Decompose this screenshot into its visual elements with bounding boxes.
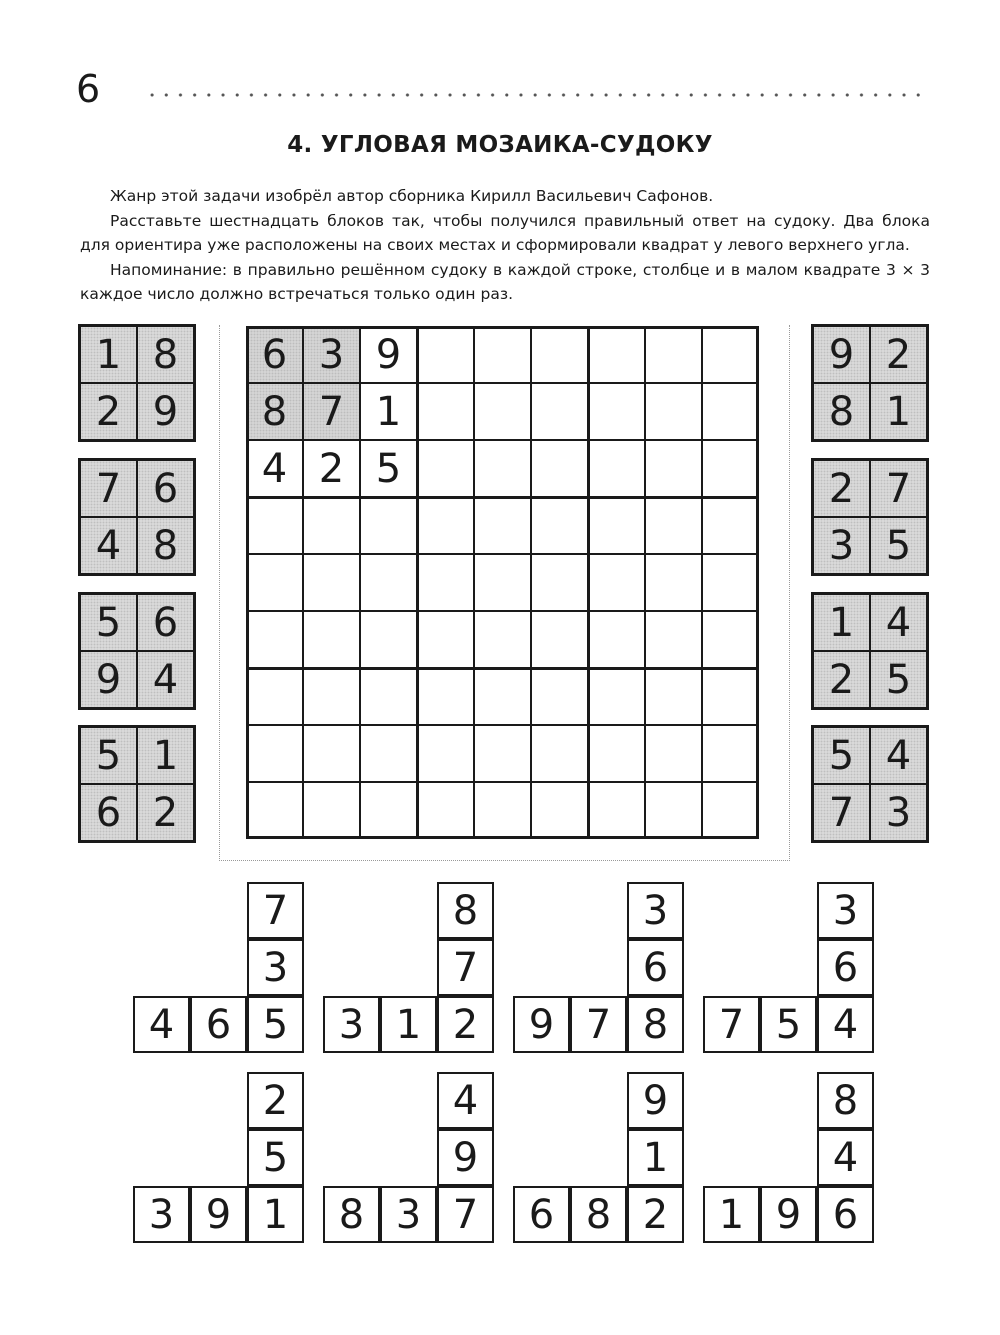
corner-block-2[interactable] <box>323 882 495 1054</box>
corner-cell: 3 <box>627 882 684 939</box>
block-cell: 6 <box>137 460 194 517</box>
corner-cell: 6 <box>817 939 874 996</box>
block-cell: 6 <box>80 784 137 841</box>
corner-cell: 3 <box>133 1186 190 1243</box>
corner-cell: 3 <box>817 882 874 939</box>
grid-cell-r8-c5[interactable] <box>474 725 531 782</box>
corner-cell: 7 <box>570 996 627 1053</box>
grid-cell-r6-c4[interactable] <box>417 611 474 668</box>
grid-cell-r9-c8[interactable] <box>645 782 702 839</box>
grid-cell-r4-c3[interactable] <box>360 497 417 554</box>
grid-cell-r6-c7[interactable] <box>588 611 645 668</box>
grid-cell-r5-c4[interactable] <box>417 554 474 611</box>
corner-block-3[interactable] <box>513 882 685 1054</box>
grid-cell-r9-c7[interactable] <box>588 782 645 839</box>
grid-cell-r7-c6[interactable] <box>531 668 588 725</box>
grid-cell-r6-c6[interactable] <box>531 611 588 668</box>
grid-cell-r7-c9[interactable] <box>702 668 759 725</box>
block-cell: 7 <box>80 460 137 517</box>
grid-cell-r9-c6[interactable] <box>531 782 588 839</box>
block-cell: 9 <box>80 651 137 708</box>
grid-cell-r3-c6[interactable] <box>531 440 588 497</box>
corner-cell: 7 <box>437 939 494 996</box>
grid-cell-r6-c5[interactable] <box>474 611 531 668</box>
corner-cell: 6 <box>817 1186 874 1243</box>
grid-cell-r9-c9[interactable] <box>702 782 759 839</box>
corner-cell: 4 <box>437 1072 494 1129</box>
corner-cell: 2 <box>627 1186 684 1243</box>
right-block-4[interactable] <box>813 727 927 841</box>
grid-cell-r4-c8[interactable] <box>645 497 702 554</box>
grid-cell-r3-c8[interactable] <box>645 440 702 497</box>
corner-cell: 7 <box>703 996 760 1053</box>
block-cell: 2 <box>870 326 927 383</box>
block-cell: 8 <box>137 517 194 574</box>
corner-cell: 8 <box>817 1072 874 1129</box>
block-cell: 5 <box>80 727 137 784</box>
corner-cell: 4 <box>133 996 190 1053</box>
block-cell: 6 <box>137 594 194 651</box>
corner-cell: 1 <box>703 1186 760 1243</box>
grid-cell-r5-c6[interactable] <box>531 554 588 611</box>
grid-cell-r4-c7[interactable] <box>588 497 645 554</box>
corner-cell: 4 <box>817 996 874 1053</box>
grid-cell-r8-c1[interactable] <box>246 725 303 782</box>
block-cell: 1 <box>137 727 194 784</box>
right-block-1[interactable] <box>813 326 927 440</box>
grid-cell-r9-c1[interactable] <box>246 782 303 839</box>
grid-cell-r7-c8[interactable] <box>645 668 702 725</box>
grid-cell-r2-c1[interactable]: 8 <box>246 383 303 440</box>
grid-cell-r2-c9[interactable] <box>702 383 759 440</box>
grid-cell-r5-c5[interactable] <box>474 554 531 611</box>
corner-block-8[interactable] <box>703 1072 875 1244</box>
corner-block-5[interactable] <box>133 1072 305 1244</box>
grid-cell-r1-c1[interactable]: 6 <box>246 326 303 383</box>
corner-cell: 9 <box>190 1186 247 1243</box>
grid-cell-r5-c1[interactable] <box>246 554 303 611</box>
block-cell: 4 <box>137 651 194 708</box>
corner-block-1[interactable] <box>133 882 305 1054</box>
right-block-3[interactable] <box>813 594 927 708</box>
corner-cell: 2 <box>247 1072 304 1129</box>
left-block-3[interactable] <box>80 594 194 708</box>
block-cell: 4 <box>870 727 927 784</box>
grid-cell-r8-c6[interactable] <box>531 725 588 782</box>
right-block-2[interactable] <box>813 460 927 574</box>
grid-cell-r4-c2[interactable] <box>303 497 360 554</box>
grid-cell-r2-c8[interactable] <box>645 383 702 440</box>
grid-cell-r8-c7[interactable] <box>588 725 645 782</box>
block-cell: 5 <box>870 651 927 708</box>
block-cell: 1 <box>870 383 927 440</box>
block-cell: 9 <box>813 326 870 383</box>
corner-cell: 8 <box>627 996 684 1053</box>
grid-cell-r7-c2[interactable] <box>303 668 360 725</box>
grid-cell-r6-c1[interactable] <box>246 611 303 668</box>
left-block-4[interactable] <box>80 727 194 841</box>
corner-cell: 4 <box>817 1129 874 1186</box>
corner-cell: 8 <box>323 1186 380 1243</box>
grid-cell-r6-c9[interactable] <box>702 611 759 668</box>
page-number: 6 <box>76 67 101 111</box>
grid-cell-r1-c7[interactable] <box>588 326 645 383</box>
instructions <box>80 184 930 307</box>
corner-cell: 5 <box>247 1129 304 1186</box>
corner-cell: 9 <box>437 1129 494 1186</box>
grid-cell-r1-c8[interactable] <box>645 326 702 383</box>
block-cell: 1 <box>813 594 870 651</box>
corner-cell: 6 <box>190 996 247 1053</box>
corner-cell: 9 <box>627 1072 684 1129</box>
sudoku-grid <box>246 326 759 839</box>
grid-cell-r7-c5[interactable] <box>474 668 531 725</box>
grid-cell-r3-c9[interactable] <box>702 440 759 497</box>
intro-paragraph-3: Напоминание: в правильно решённом судоку в каждой строке, столбце и в малом квадрате 3 × 3 каждое число должно встречаться только один раз. <box>80 260 930 303</box>
block-cell: 1 <box>80 326 137 383</box>
grid-cell-r9-c2[interactable] <box>303 782 360 839</box>
grid-cell-r5-c2[interactable] <box>303 554 360 611</box>
grid-cell-r3-c7[interactable] <box>588 440 645 497</box>
grid-cell-r1-c6[interactable] <box>531 326 588 383</box>
grid-cell-r8-c9[interactable] <box>702 725 759 782</box>
grid-cell-r2-c5[interactable] <box>474 383 531 440</box>
box-divider-v1 <box>416 326 419 839</box>
grid-cell-r5-c3[interactable] <box>360 554 417 611</box>
grid-cell-r4-c1[interactable] <box>246 497 303 554</box>
corner-cell: 9 <box>760 1186 817 1243</box>
corner-cell: 9 <box>513 996 570 1053</box>
left-block-2[interactable] <box>80 460 194 574</box>
grid-cell-r8-c8[interactable] <box>645 725 702 782</box>
box-divider-h1 <box>246 496 759 499</box>
grid-cell-r3-c1[interactable]: 4 <box>246 440 303 497</box>
grid-cell-r1-c4[interactable] <box>417 326 474 383</box>
block-cell: 7 <box>870 460 927 517</box>
corner-cell: 1 <box>380 996 437 1053</box>
grid-cell-r5-c9[interactable] <box>702 554 759 611</box>
grid-cell-r6-c3[interactable] <box>360 611 417 668</box>
grid-cell-r9-c3[interactable] <box>360 782 417 839</box>
grid-cell-r1-c5[interactable] <box>474 326 531 383</box>
grid-cell-r7-c3[interactable] <box>360 668 417 725</box>
corner-cell: 5 <box>760 996 817 1053</box>
corner-cell: 5 <box>247 996 304 1053</box>
corner-cell: 6 <box>513 1186 570 1243</box>
grid-cell-r9-c4[interactable] <box>417 782 474 839</box>
page-title: 4. УГЛОВАЯ МОЗАИКА-СУДОКУ <box>287 132 713 158</box>
grid-cell-r1-c2[interactable]: 3 <box>303 326 360 383</box>
block-cell: 4 <box>870 594 927 651</box>
dotted-header-rule <box>145 90 930 100</box>
corner-cell: 7 <box>247 882 304 939</box>
grid-cell-r2-c3[interactable]: 1 <box>360 383 417 440</box>
grid-cell-r2-c4[interactable] <box>417 383 474 440</box>
grid-cell-r5-c7[interactable] <box>588 554 645 611</box>
block-cell: 3 <box>870 784 927 841</box>
grid-cell-r4-c6[interactable] <box>531 497 588 554</box>
corner-block-7[interactable] <box>513 1072 685 1244</box>
corner-block-4[interactable] <box>703 882 875 1054</box>
block-cell: 8 <box>813 383 870 440</box>
grid-cell-r4-c5[interactable] <box>474 497 531 554</box>
grid-cell-r6-c8[interactable] <box>645 611 702 668</box>
grid-cell-r2-c2[interactable]: 7 <box>303 383 360 440</box>
corner-cell: 1 <box>627 1129 684 1186</box>
grid-cell-r6-c2[interactable] <box>303 611 360 668</box>
block-cell: 8 <box>137 326 194 383</box>
grid-cell-r8-c2[interactable] <box>303 725 360 782</box>
block-cell: 5 <box>80 594 137 651</box>
grid-cell-r3-c3[interactable]: 5 <box>360 440 417 497</box>
block-cell: 3 <box>813 517 870 574</box>
corner-cell: 1 <box>247 1186 304 1243</box>
corner-cell: 7 <box>437 1186 494 1243</box>
block-cell: 9 <box>137 383 194 440</box>
grid-cell-r2-c6[interactable] <box>531 383 588 440</box>
block-cell: 2 <box>137 784 194 841</box>
corner-cell: 8 <box>570 1186 627 1243</box>
block-cell: 4 <box>80 517 137 574</box>
corner-block-6[interactable] <box>323 1072 495 1244</box>
corner-cell: 8 <box>437 882 494 939</box>
grid-cell-r8-c3[interactable] <box>360 725 417 782</box>
block-cell: 5 <box>870 517 927 574</box>
box-divider-h2 <box>246 667 759 670</box>
grid-cell-r7-c7[interactable] <box>588 668 645 725</box>
grid-cell-r3-c5[interactable] <box>474 440 531 497</box>
grid-cell-r1-c3[interactable]: 9 <box>360 326 417 383</box>
corner-cell: 3 <box>380 1186 437 1243</box>
corner-cell: 3 <box>323 996 380 1053</box>
grid-cell-r3-c2[interactable]: 2 <box>303 440 360 497</box>
intro-paragraph-2: Расставьте шестнадцать блоков так, чтобы получился правильный ответ на судоку. Два блока для ориентира уже расположены на своих местах и сформировали квадрат у левого верхнего угла. <box>80 211 930 254</box>
corner-cell: 3 <box>247 939 304 996</box>
corner-cell: 6 <box>627 939 684 996</box>
intro-paragraph-1: Жанр этой задачи изобрёл автор сборника Кирилл Васильевич Сафонов. <box>110 187 714 205</box>
box-divider-v2 <box>587 326 590 839</box>
block-cell: 2 <box>813 460 870 517</box>
grid-cell-r5-c8[interactable] <box>645 554 702 611</box>
grid-cell-r9-c5[interactable] <box>474 782 531 839</box>
block-cell: 7 <box>813 784 870 841</box>
corner-cell: 2 <box>437 996 494 1053</box>
grid-cell-r4-c9[interactable] <box>702 497 759 554</box>
grid-cell-r3-c4[interactable] <box>417 440 474 497</box>
left-block-1[interactable] <box>80 326 194 440</box>
grid-cell-r7-c1[interactable] <box>246 668 303 725</box>
grid-cell-r7-c4[interactable] <box>417 668 474 725</box>
grid-cell-r8-c4[interactable] <box>417 725 474 782</box>
block-cell: 5 <box>813 727 870 784</box>
block-cell: 2 <box>80 383 137 440</box>
grid-cell-r1-c9[interactable] <box>702 326 759 383</box>
grid-cell-r4-c4[interactable] <box>417 497 474 554</box>
block-cell: 2 <box>813 651 870 708</box>
grid-cell-r2-c7[interactable] <box>588 383 645 440</box>
